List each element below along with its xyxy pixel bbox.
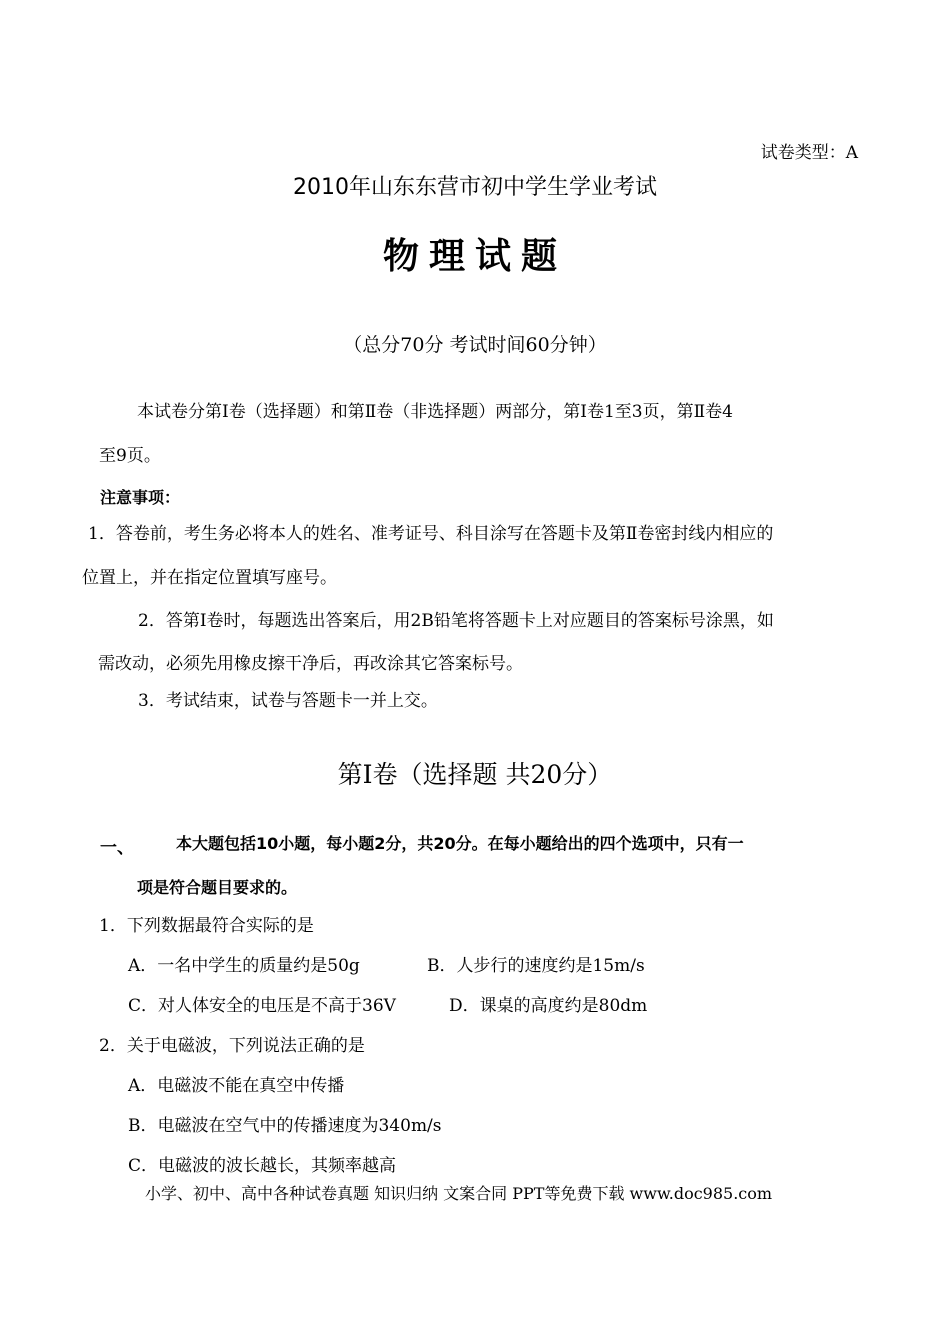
section-title: 第Ⅰ卷（选择题 共20分） <box>337 760 613 789</box>
note-item-2-line-1: 2．答第Ⅰ卷时，每题选出答案后，用2B铅笔将答题卡上对应题目的答案标号涂黑，如 <box>138 611 774 631</box>
subject-title: 物理试题 <box>382 236 567 277</box>
score-time-line: （总分70分 考试时间60分钟） <box>343 334 607 356</box>
question-2-option-c: C．电磁波的波长越长，其频率越高 <box>128 1156 397 1176</box>
question-1-stem: 1．下列数据最符合实际的是 <box>99 916 314 936</box>
note-item-3: 3．考试结束，试卷与答题卡一并上交。 <box>138 691 438 711</box>
note-item-1-line-2: 位置上，并在指定位置填写座号。 <box>82 568 337 588</box>
question-2-option-a: A．电磁波不能在真空中传播 <box>128 1076 345 1096</box>
exam-title: 2010年山东东营市初中学生学业考试 <box>293 175 657 200</box>
part-number: 一、 <box>100 838 134 858</box>
part-instruction-line-1: 本大题包括10小题，每小题2分，共20分。在每小题给出的四个选项中，只有一 <box>176 834 744 853</box>
question-1-option-d: D．课桌的高度约是80dm <box>449 996 648 1016</box>
footer-text: 小学、初中、高中各种试卷真题 知识归纳 文案合同 PPT等免费下载 www.doc985.com <box>145 1184 773 1203</box>
paper-type-label: 试卷类型：A <box>760 143 858 163</box>
note-item-1-line-1: 1．答卷前，考生务必将本人的姓名、准考证号、科目涂写在答题卡及第Ⅱ卷密封线内相应的 <box>88 524 774 544</box>
intro-line-1: 本试卷分第Ⅰ卷（选择题）和第Ⅱ卷（非选择题）两部分，第Ⅰ卷1至3页，第Ⅱ卷4 <box>137 402 733 422</box>
question-1-option-c: C．对人体安全的电压是不高于36V <box>128 996 396 1016</box>
notes-heading: 注意事项： <box>100 488 181 507</box>
question-2-option-b: B．电磁波在空气中的传播速度为340m/s <box>128 1116 442 1136</box>
question-1-option-a: A．一名中学生的质量约是50g <box>128 956 360 976</box>
question-2-stem: 2．关于电磁波，下列说法正确的是 <box>99 1036 365 1056</box>
question-1-option-b: B．人步行的速度约是15m/s <box>427 956 645 976</box>
note-item-2-line-2: 需改动，必须先用橡皮擦干净后，再改涂其它答案标号。 <box>98 654 523 674</box>
part-instruction-line-2: 项是符合题目要求的。 <box>137 878 298 897</box>
intro-line-2: 至9页。 <box>99 446 161 466</box>
